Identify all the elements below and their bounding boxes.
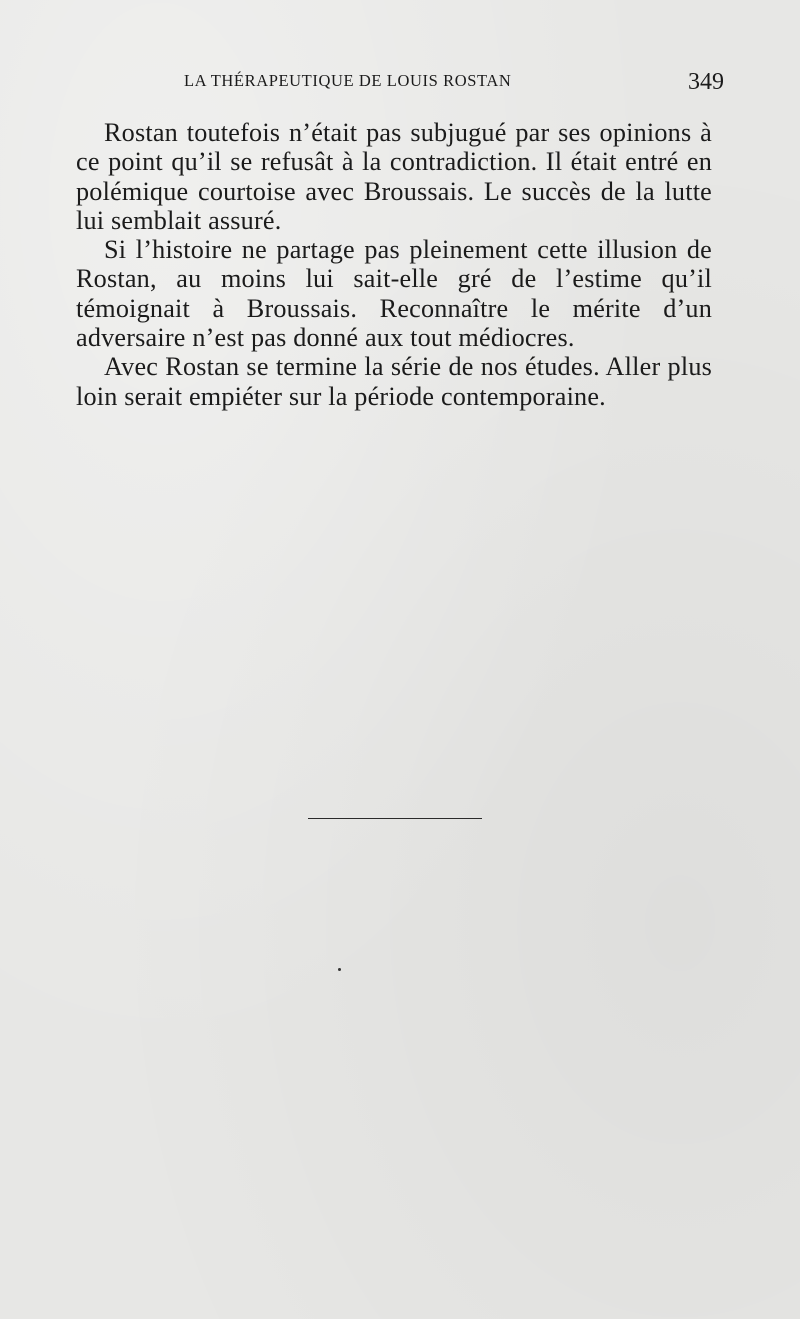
body-text: [76, 118, 712, 411]
paragraph-1: Rostan toutefois n’était pas subjugué par ses opinions à ce point qu’il se refusât à la contradiction. Il était entré en polémique courtoise avec Broussais. Le succès de la lutte lui semblait assuré.: [76, 118, 712, 235]
running-head: [76, 68, 724, 98]
page-number: 349: [688, 69, 724, 95]
paragraph-3: Avec Rostan se termine la série de nos études. Aller plus loin serait empiéter sur la période contemporaine.: [76, 352, 712, 411]
end-rule: [308, 818, 482, 819]
paragraph-2: Si l’histoire ne partage pas pleinement cette illusion de Rostan, au moins lui sait-elle gré de l’estime qu’il témoignait à Broussais. Reconnaître le mérite d’un adversaire n’est pas donné aux tout médiocres.: [76, 235, 712, 353]
running-title: LA THÉRAPEUTIQUE DE LOUIS ROSTAN: [184, 71, 512, 90]
paper-speck: [338, 968, 341, 971]
